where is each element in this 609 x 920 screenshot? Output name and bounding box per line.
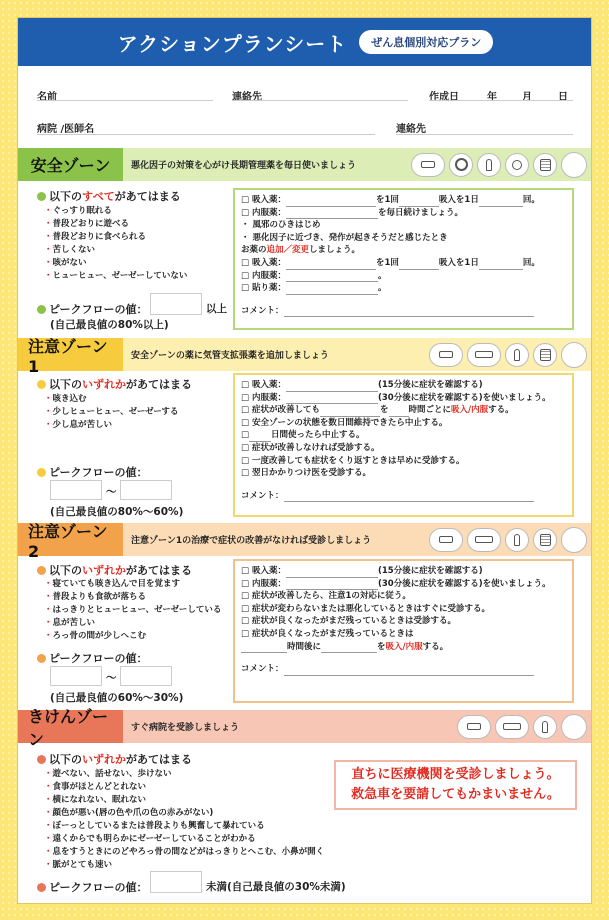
danger-pf-label: [37, 879, 148, 895]
instruction-line: [241, 641, 566, 654]
instruction-line: [241, 392, 566, 405]
instruction-label: □ 吸入薬：: [241, 380, 286, 390]
instruction-line: [241, 663, 566, 676]
safe-zone-desc: 悪化因子の対策を心がけ長期管理薬を毎日使いましょう: [131, 161, 357, 171]
caution2-pf-label: [37, 650, 148, 666]
symptom-item: ・ 遠くからでも明らかにゼーゼーしていることがわかる: [44, 833, 324, 846]
symptom-item: ・ 横になれない、眠れない: [44, 794, 324, 807]
day-label: 日: [558, 92, 568, 103]
caution2-zone-bar: [18, 521, 592, 561]
symptom-item: ・ 息をすうときにのどやろっ骨の間などがはっきりとへこむ、小鼻が開く: [44, 846, 324, 859]
c1-head-em: いずれか: [82, 378, 126, 391]
fill-blank[interactable]: [399, 197, 439, 207]
danger-pf-text: ピークフローの値：: [49, 881, 148, 894]
instruction-text: □ 翌日かかりつけ医を受診する。: [241, 468, 371, 479]
instruction-text: □ 症状が改善しても: [241, 405, 320, 416]
fill-blank[interactable]: [320, 407, 380, 417]
instruction-text: ・ 風邪のひきはじめ: [241, 220, 321, 231]
fill-blank[interactable]: [286, 382, 378, 392]
inhaler-icon: [457, 715, 491, 739]
safe-zone-icons: [411, 152, 587, 178]
caution2-instructions: [233, 559, 574, 703]
danger-symptoms: [44, 768, 324, 872]
symptom-item: ・ 苦しくない: [44, 244, 187, 257]
instruction-text: を1回: [376, 195, 399, 205]
safe-heading: [37, 188, 181, 204]
instruction-text: (15分後に症状を確認する): [378, 566, 483, 576]
caution2-zone-desc: 注意ゾーン1の治療で症状の改善がなければ受診しましょう: [131, 536, 372, 546]
symptom-item: ・ 寝ていても咳き込んで目を覚ます: [44, 578, 221, 591]
instruction-text: 回。: [522, 257, 540, 268]
danger-zone-label: きけんゾーン: [18, 710, 123, 743]
fill-blank[interactable]: [389, 407, 409, 417]
hospital-label: 病院 /医師名: [37, 124, 95, 135]
instruction-text: ・ 悪化因子に近づき、発作が起きそうだと感じたとき: [241, 232, 448, 243]
instruction-line: [241, 282, 566, 295]
instruction-line: [241, 194, 566, 207]
caution2-bullet-icon: [37, 566, 46, 575]
instruction-text: □ 症状が良くなったがまだ残っているときは: [241, 628, 414, 639]
created-line[interactable]: [429, 100, 573, 101]
comment-label: コメント：: [241, 664, 284, 675]
fill-blank[interactable]: [321, 643, 377, 653]
action-plan-sheet: [17, 17, 592, 904]
c2-pf-min-input[interactable]: [50, 666, 102, 686]
c1-pf-bullet-icon: [37, 468, 46, 477]
instruction-text: 回。: [522, 195, 540, 205]
caution2-zone-icons: [429, 527, 587, 553]
instruction-text: を1回: [376, 257, 399, 268]
instruction-emphasis: 吸入/内服: [451, 405, 489, 416]
sheet-header: [18, 18, 592, 66]
inhaler-icon: [411, 153, 445, 177]
safe-instructions: [233, 188, 574, 330]
safe-zone-bar: [18, 148, 592, 181]
symptom-item: ・ はっきりとヒューヒュー、ゼーゼーしている: [44, 604, 221, 617]
fill-blank[interactable]: [286, 260, 376, 270]
instruction-line: [241, 257, 566, 270]
symptom-item: ・ 少しヒューヒュー、ゼーゼーする: [44, 406, 178, 419]
instruction-line: [241, 219, 566, 232]
contact2-line[interactable]: [396, 134, 573, 135]
danger-bullet-icon: [37, 755, 46, 764]
sheet-subtitle: ぜん息個別対応プラン: [359, 30, 493, 54]
safe-head-post: があてはまる: [114, 190, 181, 203]
sheet-title: アクションプランシート: [117, 31, 348, 56]
bottle-icon: [477, 153, 501, 177]
caution1-pf-label: [37, 464, 148, 480]
instruction-text: 吸入を1日: [438, 195, 479, 205]
danger-head-post: があてはまる: [126, 753, 192, 766]
name-line[interactable]: [37, 100, 213, 101]
danger-pf-input[interactable]: [150, 871, 202, 893]
blank-icon-slot: [561, 527, 587, 553]
caution1-zone-bar: [18, 336, 592, 376]
symptom-item: ・ 顔色が悪い(唇の色や爪の色の赤みがない): [44, 807, 324, 820]
fill-blank[interactable]: [286, 209, 378, 219]
caution2-symptoms: [44, 578, 221, 643]
instruction-text: (30分後に症状を確認する)を使いましょう。: [378, 392, 551, 403]
fill-blank[interactable]: [479, 197, 523, 207]
instruction-line: [241, 404, 566, 417]
instruction-text: お薬の: [241, 245, 267, 256]
instruction-emphasis: 吸入/内服: [385, 641, 423, 652]
instruction-line: [241, 429, 566, 442]
pill-pack-icon: [467, 343, 501, 367]
instruction-text: を毎日続けましょう。: [378, 207, 464, 218]
instruction-line: [241, 590, 566, 603]
disk-inhaler-icon: [449, 153, 473, 177]
c2-head-pre: 以下の: [49, 564, 82, 577]
instruction-label: □ 貼り薬：: [241, 283, 286, 294]
contact2-label: 連絡先: [396, 124, 426, 135]
instruction-text: 吸入を1日: [438, 257, 479, 268]
instruction-text: しましょう。: [309, 245, 361, 256]
symptom-item: ・ 咳がない: [44, 257, 187, 270]
symptom-item: ・ 普段どおりに遊べる: [44, 218, 187, 231]
name-label: 名前: [37, 92, 57, 103]
danger-zone-desc: すぐ病院を受診しましょう: [131, 723, 240, 733]
caution1-zone-icons: [429, 342, 587, 368]
instruction-line: [241, 565, 566, 578]
safe-symptoms: [44, 205, 187, 283]
symptom-item: ・ 息が苦しい: [44, 617, 221, 630]
instruction-line: [241, 232, 566, 245]
caution1-heading: [37, 376, 192, 392]
blank-icon-slot: [561, 714, 587, 740]
c2-pf-text: ピークフローの値：: [49, 652, 148, 665]
caution1-instructions: [233, 373, 574, 517]
comment-label: コメント：: [241, 490, 284, 501]
instruction-line: [241, 467, 566, 480]
safe-zone-label: 安全ゾーン: [18, 148, 123, 181]
instruction-line: [241, 305, 566, 318]
c1-head-pre: 以下の: [49, 378, 82, 391]
fill-blank[interactable]: [284, 307, 534, 317]
c2-pf-sep: 〜: [106, 672, 117, 684]
instruction-text: 時間ごとに: [408, 405, 452, 416]
instruction-emphasis: 追加／変更: [266, 245, 310, 256]
instruction-text: □: [241, 430, 250, 441]
symptom-item: ・ 普段どおりに食べられる: [44, 231, 187, 244]
blank-icon-slot: [561, 342, 587, 368]
instruction-text: (15分後に症状を確認する): [378, 380, 483, 390]
instruction-line: [241, 442, 566, 455]
instruction-line: [241, 270, 566, 283]
instruction-line: [241, 615, 566, 628]
danger-zone-icons: [457, 714, 587, 740]
bottle-icon: [505, 343, 529, 367]
instruction-text: する。: [422, 641, 449, 652]
instruction-line: [241, 417, 566, 430]
instruction-label: □ 内服薬：: [241, 578, 286, 589]
fill-blank[interactable]: [399, 260, 439, 270]
symptom-item: ・ 脈がとても速い: [44, 859, 324, 872]
urgent-line1: 直ちに医療機関を受診しましょう。: [351, 767, 560, 782]
c2-pf-bullet-icon: [37, 654, 46, 663]
instruction-text: 。: [378, 283, 387, 294]
danger-zone-bar: [18, 706, 592, 749]
fill-blank[interactable]: [241, 643, 287, 653]
comment-label: コメント：: [241, 305, 284, 316]
fill-blank[interactable]: [286, 394, 378, 404]
symptom-item: ・ ヒューヒュー、ゼーゼーしていない: [44, 270, 187, 283]
instruction-line: [241, 578, 566, 591]
pill-pack-icon: [533, 528, 557, 552]
instruction-text: 日間使ったら中止する。: [271, 430, 365, 441]
diskus-icon: [505, 153, 529, 177]
c1-pf-min-input[interactable]: [50, 480, 102, 500]
pill-pack-icon: [467, 528, 501, 552]
fill-blank[interactable]: [286, 580, 378, 590]
instruction-text: 。: [378, 270, 387, 281]
instruction-text: する。: [488, 405, 514, 416]
instruction-label: □ 吸入薬：: [241, 257, 286, 268]
urgent-message: [334, 760, 577, 810]
symptom-item: ・ 食事がほとんどとれない: [44, 781, 324, 794]
fill-blank[interactable]: [284, 666, 534, 676]
fill-blank[interactable]: [249, 432, 271, 442]
symptom-item: ・ 普段よりも食欲が落ちる: [44, 591, 221, 604]
contact-line[interactable]: [232, 100, 408, 101]
month-label: 月: [522, 92, 532, 103]
caution1-bullet-icon: [37, 380, 46, 389]
safe-head-em: すべて: [82, 190, 115, 203]
c1-pf-max-input[interactable]: [120, 480, 172, 500]
instruction-label: □ 吸入薬：: [241, 566, 286, 576]
instruction-text: □ 症状が良くなったがまだ残っているときは受診する。: [241, 616, 456, 627]
safe-pf-unit: 以上: [206, 303, 227, 315]
instruction-text: 時間後に: [287, 641, 322, 652]
safe-head-pre: 以下の: [49, 190, 82, 203]
instruction-text: (30分後に症状を確認する)を使いましょう。: [378, 578, 551, 589]
instruction-line: [241, 207, 566, 220]
inhaler-icon: [429, 343, 463, 367]
instruction-text: □ 症状が変わらないまたは悪化しているときはすぐに受診する。: [241, 603, 490, 614]
c2-pf-max-input[interactable]: [120, 666, 172, 686]
fill-blank[interactable]: [286, 197, 376, 207]
safe-bullet-icon: [37, 192, 46, 201]
caution1-symptoms: [44, 393, 178, 432]
safe-pf-text: ピークフローの値：: [49, 303, 148, 316]
fill-blank[interactable]: [286, 285, 378, 295]
safe-pf-note: (自己最良値の80%以上): [50, 319, 169, 331]
caution2-heading: [37, 562, 192, 578]
c2-head-post: があてはまる: [126, 564, 192, 577]
c2-head-em: いずれか: [82, 564, 126, 577]
danger-heading: [37, 751, 192, 767]
danger-head-pre: 以下の: [49, 753, 82, 766]
caution2-zone-label: 注意ゾーン2: [18, 523, 123, 556]
instruction-text: を: [377, 641, 386, 652]
pill-pack-icon: [533, 343, 557, 367]
instruction-text: □ 症状が改善したら、注意1の対応に従う。: [241, 591, 411, 602]
instruction-label: □ 内服薬：: [241, 270, 286, 281]
fill-blank[interactable]: [286, 272, 378, 282]
c1-pf-sep: 〜: [106, 486, 117, 498]
danger-head-em: いずれか: [82, 753, 126, 766]
danger-pf-bullet-icon: [37, 883, 46, 892]
instruction-text: を: [380, 405, 389, 416]
caution1-zone-desc: 安全ゾーンの薬に気管支拡張薬を追加しましょう: [131, 351, 329, 361]
bottle-icon: [505, 528, 529, 552]
safe-pf-input[interactable]: [150, 293, 202, 315]
instruction-line: [241, 379, 566, 392]
safe-pf-label: [37, 301, 148, 317]
instruction-line: [241, 603, 566, 616]
contact-label: 連絡先: [232, 92, 262, 103]
fill-blank[interactable]: [479, 260, 523, 270]
year-label: 年: [487, 92, 497, 103]
c2-pf-note: (自己最良値の60%〜30%): [50, 692, 184, 704]
c1-head-post: があてはまる: [126, 378, 192, 391]
c1-pf-text: ピークフローの値：: [49, 466, 148, 479]
pill-pack-icon: [533, 153, 557, 177]
instruction-line: [241, 628, 566, 641]
symptom-item: ・ ぼーっとしているまたは普段よりも興奮して暴れている: [44, 820, 324, 833]
instruction-label: □ 内服薬：: [241, 392, 286, 403]
instruction-line: [241, 455, 566, 468]
pill-pack-icon: [495, 715, 529, 739]
symptom-item: ・ 遊べない、話せない、歩けない: [44, 768, 324, 781]
instruction-line: [241, 244, 566, 257]
fill-blank[interactable]: [284, 492, 534, 502]
urgent-line2: 救急車を要請してもかまいません。: [351, 787, 560, 802]
instruction-line: [241, 490, 566, 503]
blank-icon-slot: [561, 152, 587, 178]
symptom-item: ・ 咳き込む: [44, 393, 178, 406]
instruction-text: □ 一度改善しても症状をくり返すときは早めに受診する。: [241, 455, 465, 466]
c1-pf-note: (自己最良値の80%〜60%): [50, 506, 184, 518]
symptom-item: ・ ぐっすり眠れる: [44, 205, 187, 218]
symptom-item: ・ ろっ骨の間が少しへこむ: [44, 630, 221, 643]
fill-blank[interactable]: [286, 568, 378, 578]
caution1-zone-label: 注意ゾーン1: [18, 338, 123, 371]
danger-pf-unit: 未満(自己最良値の30%未満): [206, 881, 346, 893]
instruction-text: □ 安全ゾーンの状態を数日間維持できたら中止する。: [241, 417, 448, 428]
instruction-label: □ 吸入薬：: [241, 195, 286, 205]
bottle-icon: [533, 715, 557, 739]
instruction-text: □ 症状が改善しなければ受診する。: [241, 442, 380, 453]
inhaler-icon: [429, 528, 463, 552]
hospital-line[interactable]: [37, 134, 375, 135]
instruction-label: □ 内服薬：: [241, 207, 286, 218]
created-label: 作成日: [429, 92, 459, 103]
symptom-item: ・ 少し息が苦しい: [44, 419, 178, 432]
safe-pf-bullet-icon: [37, 305, 46, 314]
